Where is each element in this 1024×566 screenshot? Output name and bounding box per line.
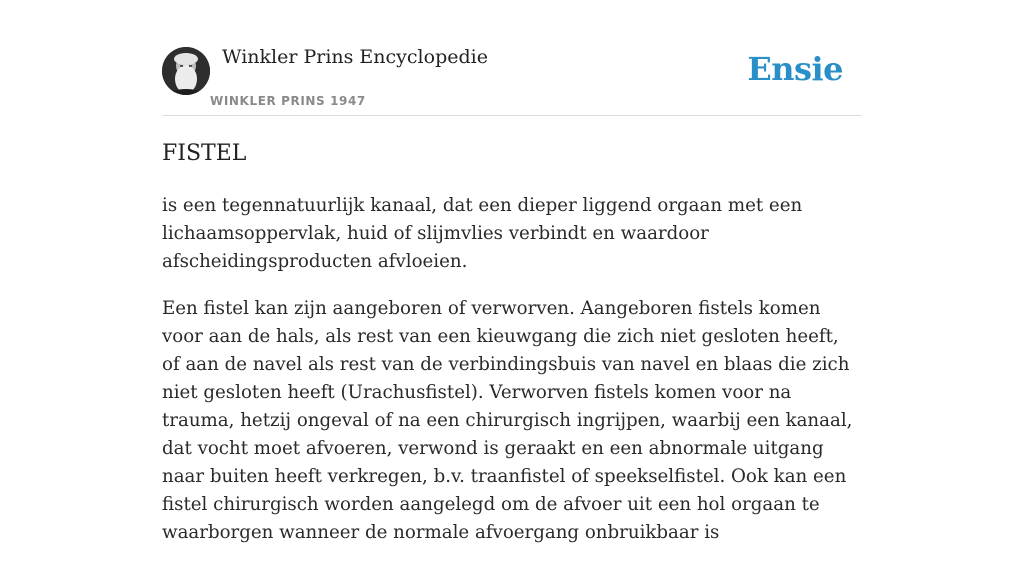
portrait-image xyxy=(162,47,210,95)
brand-logo[interactable]: Ensie xyxy=(747,50,843,88)
entry-paragraph: Een fistel kan zijn aangeboren of verworven. Aangeboren fistels komen voor aan de hals, als rest van een kieuwgang die zich niet gesloten heeft, of aan de navel als rest van de verbindingsbuis van navel en blaas die zich niet gesloten heeft (Urachusfistel). Verworven fistels komen voor na trauma, hetzij ongeval of na een chirurgisch ingrijpen, waarbij een kanaal, dat vocht moet afvoeren, verwond is geraakt en een abnormale uitgang naar buiten heeft verkregen, b.v. traanfistel of speekselfistel. Ook kan een fistel chirurgisch worden aangelegd om de afvoer uit een hol orgaan te waarborgen wanneer de normale afvoergang onbruikbaar is xyxy=(162,298,853,543)
source-subtitle: WINKLER PRINS 1947 xyxy=(210,94,366,108)
page-container xyxy=(162,0,862,543)
entry-body xyxy=(162,192,862,566)
source-header xyxy=(162,0,862,116)
avatar[interactable] xyxy=(162,47,210,95)
source-title[interactable]: Winkler Prins Encyclopedie xyxy=(222,46,488,68)
entry-paragraph: is een tegennatuurlijk kanaal, dat een dieper liggend orgaan met een lichaamsoppervlak, huid of slijmvlies verbindt en waardoor afscheidingsproducten afvloeien. xyxy=(162,195,803,272)
entry-title: FISTEL xyxy=(162,141,247,166)
